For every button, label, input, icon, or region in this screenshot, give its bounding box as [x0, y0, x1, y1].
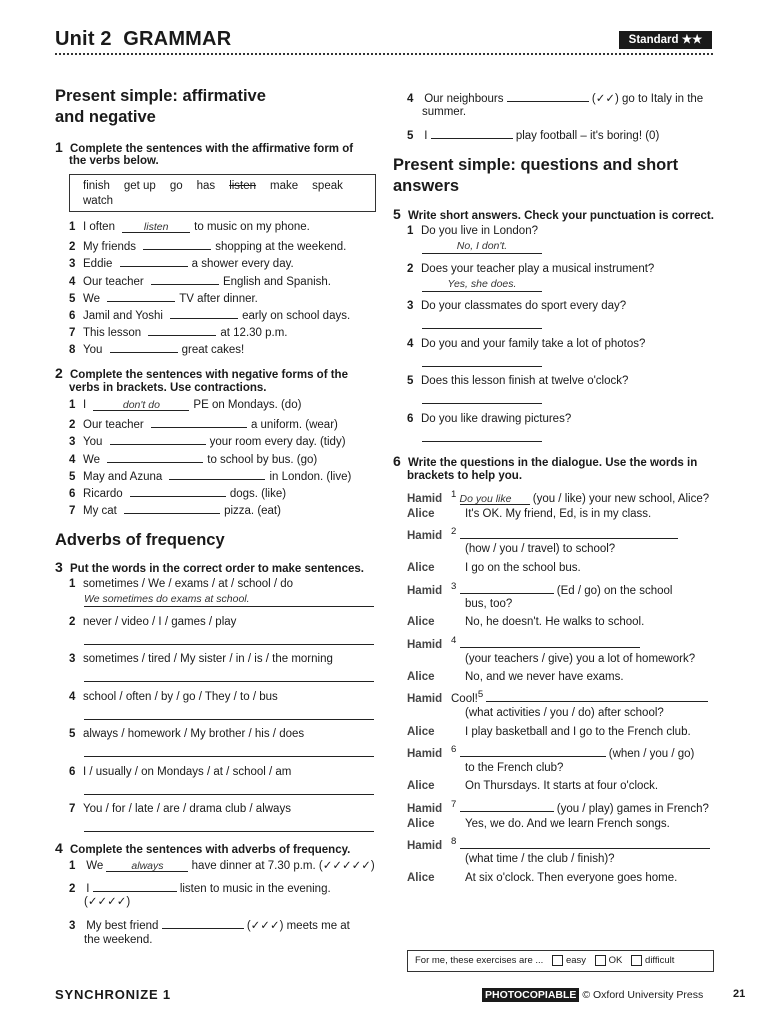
answer-line[interactable]: [460, 635, 640, 648]
dialogue-line: Hamid $^1$ Do you like (you / like) your new school, Alice?: [407, 489, 710, 505]
dialogue-cont: (what activities / you / do) after school?: [465, 707, 664, 719]
handwritten-answer: We sometimes do exams at school.: [84, 593, 250, 605]
answer-line[interactable]: [460, 799, 554, 812]
ex1-instructions: 1 Complete the sentences with the affirmative form of: [55, 139, 354, 155]
item-number: 1: [69, 578, 76, 590]
item-text: always / homework / My brother / his / does: [83, 728, 305, 740]
question-text: Do you live in London?: [421, 225, 538, 237]
item-number: 4: [69, 453, 76, 466]
item-text: school / often / by / go / They / to / bus: [83, 690, 278, 703]
exercise-item: [69, 398, 301, 412]
answer-line[interactable]: [162, 916, 244, 929]
exercise-item: [69, 450, 317, 467]
answer-line[interactable]: [151, 272, 219, 285]
item-number: 3: [69, 258, 76, 271]
item-number: 5: [69, 728, 76, 740]
difficult-checkbox[interactable]: [631, 955, 642, 966]
ex1-instructions-cont: the verbs below.: [69, 155, 159, 167]
level-badge: Standard ★★: [619, 31, 712, 49]
question-text: Does your teacher play a musical instrument?: [421, 262, 655, 275]
item-text: This lesson: [83, 327, 142, 340]
word-item: speak: [312, 180, 343, 192]
word-box: [69, 174, 376, 212]
item-text: a shower every day.: [191, 258, 294, 271]
item-number: 2: [69, 615, 76, 628]
item-text: We: [83, 453, 101, 466]
exercise-item: [69, 690, 278, 704]
answer-line[interactable]: [122, 220, 190, 233]
exercise-item: [407, 224, 538, 238]
item-number: 7: [69, 803, 76, 815]
answer-line[interactable]: [84, 593, 374, 607]
exercise-item: [69, 765, 291, 779]
photocopiable-badge: PHOTOCOPIABLE: [482, 988, 579, 1002]
question-text: Do you like drawing pictures?: [421, 412, 572, 425]
answer-line[interactable]: [422, 353, 542, 367]
dialogue-line: Hamid $^4$: [407, 634, 640, 652]
dialogue-cont: to the French club?: [465, 762, 564, 774]
answer-line[interactable]: [422, 428, 542, 442]
exercise-item: [69, 577, 293, 591]
answer-line[interactable]: [110, 340, 178, 353]
item-number: 1: [69, 221, 76, 233]
dialogue-line: Alice No, and we never have exams.: [407, 671, 624, 683]
exercise-item: [69, 254, 294, 271]
item-number: 5: [407, 375, 414, 387]
answer-line[interactable]: [84, 631, 374, 645]
item-text: We: [83, 292, 101, 305]
item-text: I: [83, 399, 87, 411]
answer-line[interactable]: [124, 501, 220, 514]
answer-line[interactable]: Do you like: [460, 492, 530, 505]
brand-logo: SYNCHRONIZE 1: [55, 987, 171, 1002]
exercise-item: [69, 615, 236, 629]
item-text: English and Spanish.: [222, 275, 331, 288]
answer-line[interactable]: [148, 323, 216, 336]
answer-line[interactable]: [422, 315, 542, 329]
dialogue-line: Hamid $^2$: [407, 525, 678, 543]
item-text: to school by bus. (go): [207, 453, 318, 466]
item-number: 4: [69, 690, 76, 703]
item-text: to music on my phone.: [194, 221, 310, 233]
handwritten-answer: Yes, she does.: [447, 277, 517, 290]
unit-label: Unit 2 GRAMMAR: [55, 28, 232, 50]
item-number: 1: [69, 399, 76, 411]
exercise-item: [69, 306, 350, 323]
word-item: has: [196, 180, 216, 192]
answer-line[interactable]: [93, 879, 177, 892]
ex4-instructions: 4 Complete the sentences with adverbs of frequency.: [55, 840, 351, 856]
easy-label: easy: [565, 955, 587, 966]
item-number: 2: [69, 419, 76, 432]
item-text: at 12.30 p.m.: [220, 327, 288, 340]
item-text: shopping at the weekend.: [215, 241, 347, 254]
easy-checkbox[interactable]: [552, 955, 563, 966]
word-item: make: [270, 180, 299, 192]
item-text: My cat: [83, 505, 117, 518]
item-text: sometimes / tired / My sister / in / is / the morning: [83, 653, 333, 665]
item-number: 6: [69, 310, 76, 322]
exercise-item: [69, 237, 346, 254]
exercise-item: [407, 374, 628, 388]
dialogue-line: Alice I play basketball and I go to the French club.: [407, 726, 691, 738]
word-item: finish: [83, 180, 110, 192]
answer-line[interactable]: [84, 818, 374, 832]
exercise-item: [69, 432, 346, 449]
item-number: 6: [69, 765, 76, 778]
word-list: [83, 179, 357, 193]
word-item: go: [169, 180, 183, 192]
item-number: 1: [407, 225, 414, 237]
exercise-item: [407, 337, 645, 351]
item-text: never / video / I / games / play: [83, 615, 237, 628]
handwritten-answer: No, I don't.: [456, 240, 508, 252]
answer-line[interactable]: [110, 432, 206, 445]
answer-line[interactable]: [422, 278, 542, 292]
item-text: your room every day. (tidy): [209, 436, 346, 449]
item-number: 5: [69, 470, 76, 483]
feedback-label: For me, these exercises are ...: [415, 955, 544, 966]
word-item: get up: [123, 180, 156, 192]
ex5-instructions: 5 Write short answers. Check your punctuation is correct.: [393, 206, 714, 222]
exercise-item: [69, 220, 310, 234]
handwritten-answer: listen: [143, 221, 169, 233]
exercise-item: [69, 272, 331, 289]
dialogue-line: Alice No, he doesn't. He walks to school.: [407, 616, 645, 628]
answer-line[interactable]: [93, 398, 189, 411]
answer-line[interactable]: [431, 126, 513, 139]
answer-line[interactable]: [460, 744, 606, 757]
dialogue-line: Hamid $^8$: [407, 835, 710, 853]
exercise-item: [69, 802, 291, 816]
ex4-item-4: 4 Our neighbours (✓✓) go to Italy in the: [407, 89, 703, 106]
item-text: Eddie: [83, 258, 113, 271]
answer-line[interactable]: [84, 706, 374, 720]
item-number: 3: [69, 653, 76, 665]
answer-line[interactable]: [486, 689, 708, 702]
item-text: pizza. (eat): [224, 505, 281, 518]
feedback-box: [407, 950, 714, 972]
copyright: [482, 989, 703, 1001]
dialogue-line: Alice At six o'clock. Then everyone goes home.: [407, 872, 678, 884]
section-title-adverbs: Adverbs of frequency: [55, 531, 225, 549]
word-item: listen: [229, 180, 257, 192]
item-text: early on school days.: [242, 310, 351, 322]
answer-line[interactable]: [169, 467, 265, 480]
ex4-item-2: 2 I listen to music in the evening.: [69, 879, 331, 896]
ex2-instructions-cont: verbs in brackets. Use contractions.: [69, 382, 267, 394]
question-text: Do your classmates do sport every day?: [421, 300, 627, 312]
question-text: Do you and your family take a lot of photos?: [421, 337, 646, 350]
item-text: You / for / late / are / drama club / always: [83, 803, 291, 815]
answer-line[interactable]: [120, 254, 188, 267]
page-number: 21: [733, 988, 746, 1000]
item-text: You: [83, 436, 103, 449]
item-number: 5: [69, 292, 76, 305]
header-divider: [55, 53, 713, 55]
ok-checkbox[interactable]: [595, 955, 606, 966]
item-text: I / usually / on Mondays / at / school / am: [83, 765, 292, 778]
exercise-item: [69, 323, 288, 340]
item-text: great cakes!: [181, 344, 245, 357]
exercise-item: [69, 501, 281, 518]
answer-line[interactable]: [460, 836, 710, 849]
item-number: 4: [69, 275, 76, 288]
item-number: 2: [69, 241, 76, 254]
item-text: My friends: [83, 241, 137, 254]
answer-line[interactable]: [422, 240, 542, 254]
item-number: 6: [407, 412, 414, 425]
ex3-instructions: 3 Put the words in the correct order to make sentences.: [55, 559, 364, 575]
item-text: PE on Mondays. (do): [193, 399, 302, 411]
answer-line[interactable]: [84, 781, 374, 795]
dialogue-cont: (your teachers / give) you a lot of homework?: [465, 653, 696, 665]
publisher: © Oxford University Press: [582, 989, 704, 1001]
answer-line[interactable]: [507, 89, 589, 102]
item-text: Our teacher: [83, 275, 144, 288]
item-text: Our teacher: [83, 419, 144, 432]
question-text: Does this lesson finish at twelve o'clock?: [421, 375, 629, 387]
item-number: 4: [407, 337, 414, 350]
exercise-item: [69, 484, 286, 501]
exercise-item: [69, 415, 338, 432]
word-list-cont: watch: [83, 195, 114, 207]
item-number: 7: [69, 327, 76, 340]
item-text: I often: [83, 221, 115, 233]
ex4-item-3-cont: the weekend.: [84, 934, 153, 946]
item-text: You: [83, 344, 103, 357]
answer-line[interactable]: [460, 526, 678, 539]
item-number: 3: [407, 300, 414, 312]
ex4-item-4-cont: summer.: [422, 106, 467, 118]
dialogue-line: Hamid $^6$ (when / you / go): [407, 744, 695, 760]
dialogue-cont: bus, too?: [465, 598, 513, 610]
answer-line[interactable]: [151, 415, 247, 428]
answer-line[interactable]: [143, 237, 211, 250]
dialogue-line: Hamid $^3$ (Ed / go) on the school: [407, 581, 673, 597]
item-text: May and Azuna: [83, 470, 163, 483]
exercise-item: [69, 340, 244, 357]
answer-line[interactable]: [170, 306, 238, 319]
item-text: TV after dinner.: [179, 292, 258, 305]
dialogue-line: Alice Yes, we do. And we learn French songs.: [407, 818, 670, 830]
item-number: 7: [69, 505, 76, 518]
dialogue-line: Alice It's OK. My friend, Ed, is in my class.: [407, 508, 652, 520]
ex4-item-1: 1 We always have dinner at 7.30 p.m. (✓✓✓✓✓): [69, 860, 375, 872]
dialogue-line: Alice On Thursdays. It starts at four o'clock.: [407, 780, 659, 792]
answer-line[interactable]: always: [106, 859, 188, 872]
handwritten-answer: don't do: [122, 399, 160, 411]
item-text: in London. (live): [269, 470, 352, 483]
ex4-item-2-cont: (✓✓✓✓): [84, 896, 131, 908]
exercise-item: [407, 299, 626, 313]
ex4-item-3: 3 My best friend (✓✓✓) meets me at: [69, 916, 350, 933]
item-text: a uniform. (wear): [250, 419, 338, 432]
item-number: 8: [69, 344, 76, 357]
answer-line[interactable]: [84, 743, 374, 757]
dialogue-line: Hamid Cool!$^5$: [407, 688, 708, 706]
dialogue-cont: (what time / the club / finish)?: [465, 853, 615, 865]
exercise-item: [407, 412, 571, 426]
answer-line[interactable]: [107, 450, 203, 463]
exercise-item: [69, 289, 258, 306]
answer-line[interactable]: [84, 668, 374, 682]
item-text: sometimes / We / exams / at / school / do: [83, 578, 294, 590]
answer-line[interactable]: [422, 390, 542, 404]
ex2-instructions: 2 Complete the sentences with negative forms of the: [55, 365, 348, 381]
dialogue-line: Alice I go on the school bus.: [407, 562, 581, 574]
dialogue-cont: (how / you / travel) to school?: [465, 543, 616, 555]
exercise-item: [69, 727, 304, 741]
item-number: 6: [69, 488, 76, 500]
item-number: 3: [69, 436, 76, 449]
ok-label: OK: [608, 955, 623, 966]
item-text: Ricardo: [83, 488, 123, 500]
ex4-item-5: 5 I play football – it's boring! (0): [407, 126, 659, 143]
answer-line[interactable]: [130, 484, 226, 497]
item-text: dogs. (like): [229, 488, 287, 500]
ex6-instructions: 6 Write the questions in the dialogue. Use the words in: [393, 453, 698, 469]
dialogue-line: Hamid $^7$ (you / play) games in French?: [407, 799, 709, 815]
answer-line[interactable]: [460, 581, 554, 594]
exercise-item: [407, 262, 654, 276]
answer-line[interactable]: [107, 289, 175, 302]
section-title-questions: Present simple: questions and short answers: [393, 156, 679, 195]
exercise-item: [69, 467, 351, 484]
ex6-instructions-cont: brackets to help you.: [407, 470, 523, 482]
exercise-item: [69, 652, 333, 666]
section-title-present-simple: Present simple: affirmative and negative: [55, 87, 266, 126]
item-text: Jamil and Yoshi: [83, 310, 163, 322]
item-number: 2: [407, 262, 414, 275]
difficult-label: difficult: [645, 955, 675, 966]
